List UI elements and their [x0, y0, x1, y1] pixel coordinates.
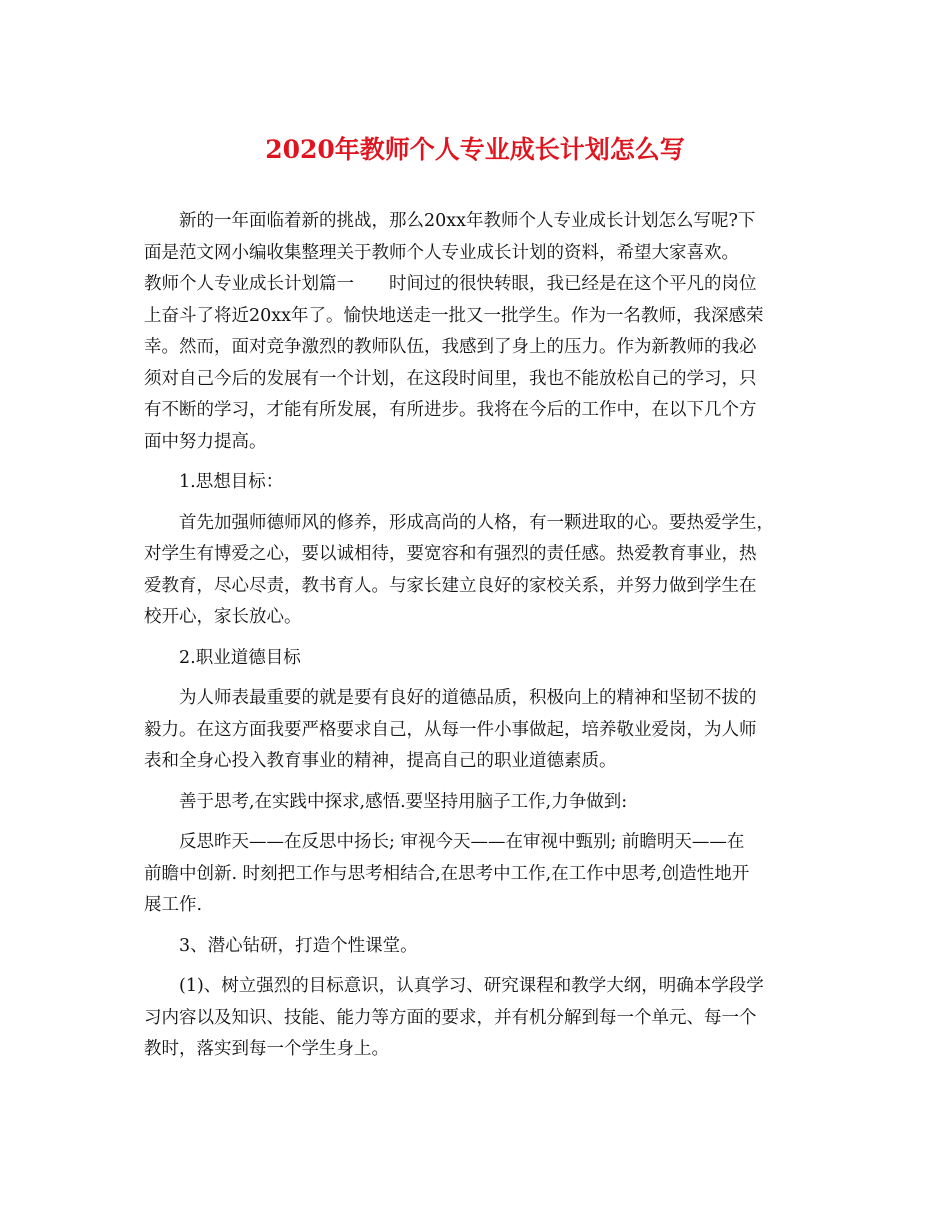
text-line: 对学生有博爱之心，要以诚相待，要宽容和有强烈的责任感。热爱教育事业，热 — [144, 544, 757, 564]
text-line: 新的一年面临着新的挑战，那么20xx年教师个人专业成长计划怎么写呢?下 — [179, 211, 756, 231]
text-line: 须对自己今后的发展有一个计划，在这段时间里，我也不能放松自己的学习，只 — [144, 368, 757, 389]
text-line: 前瞻中创新. 时刻把工作与思考相结合,在思考中工作,在工作中思考,创造性地开 — [144, 863, 750, 884]
text-line: 教师个人专业成长计划篇一 时间过的很快转眼，我已经是在这个平凡的岗位 — [144, 274, 757, 294]
text-line: 展工作. — [144, 895, 203, 915]
text-line: 首先加强师德师风的修养，形成高尚的人格，有一颗进取的心。要热爱学生， — [179, 512, 774, 533]
document-body — [144, 206, 806, 1066]
section-heading: 1.思想目标： — [179, 472, 284, 492]
text-line: 面中努力提高。 — [144, 431, 267, 452]
text-line: 有不断的学习，才能有所发展，有所进步。我将在今后的工作中，在以下几个方 — [144, 400, 757, 420]
text-line: 教时，落实到每一个学生身上。 — [144, 1039, 389, 1059]
text-line: 校开心，家长放心。 — [144, 607, 302, 627]
text-line: 习内容以及知识、技能、能力等方面的要求，并有机分解到每一个单元、每一个 — [144, 1007, 757, 1028]
text-line: 毅力。在这方面我要严格要求自己，从每一件小事做起，培养敬业爱岗，为人师 — [144, 719, 757, 740]
section-heading: 2.职业道德目标 — [179, 647, 301, 668]
text-line: 上奋斗了将近20xx年了。愉快地送走一批又一批学生。作为一名教师，我深感荣 — [144, 305, 764, 326]
text-line: 幸。然而，面对竞争激烈的教师队伍，我感到了身上的压力。作为新教师的我必 — [144, 337, 757, 357]
section-heading: 3、潜心钻研，打造个性课堂。 — [179, 935, 418, 956]
text-line: 爱教育，尽心尽责，教书育人。与家长建立良好的家校关系，并努力做到学生在 — [144, 575, 757, 596]
text-line: (1)、树立强烈的目标意识，认真学习、研究课程和教学大纲，明确本学段学 — [179, 976, 764, 996]
text-line: 为人师表最重要的就是要有良好的道德品质，积极向上的精神和坚韧不拔的 — [179, 688, 757, 708]
document-title: 2020年教师个人专业成长计划怎么写 — [265, 135, 685, 164]
text-line: 反思昨天——在反思中扬长; 审视今天——在审视中甄别; 前瞻明天——在 — [179, 832, 745, 852]
text-line: 善于思考,在实践中探求,感悟.要坚持用脑子工作,力争做到: — [179, 791, 628, 812]
text-line: 表和全身心投入教育事业的精神，提高自己的职业道德素质。 — [144, 751, 617, 771]
text-line: 面是范文网小编收集整理关于教师个人专业成长计划的资料，希望大家喜欢。 — [144, 242, 739, 263]
